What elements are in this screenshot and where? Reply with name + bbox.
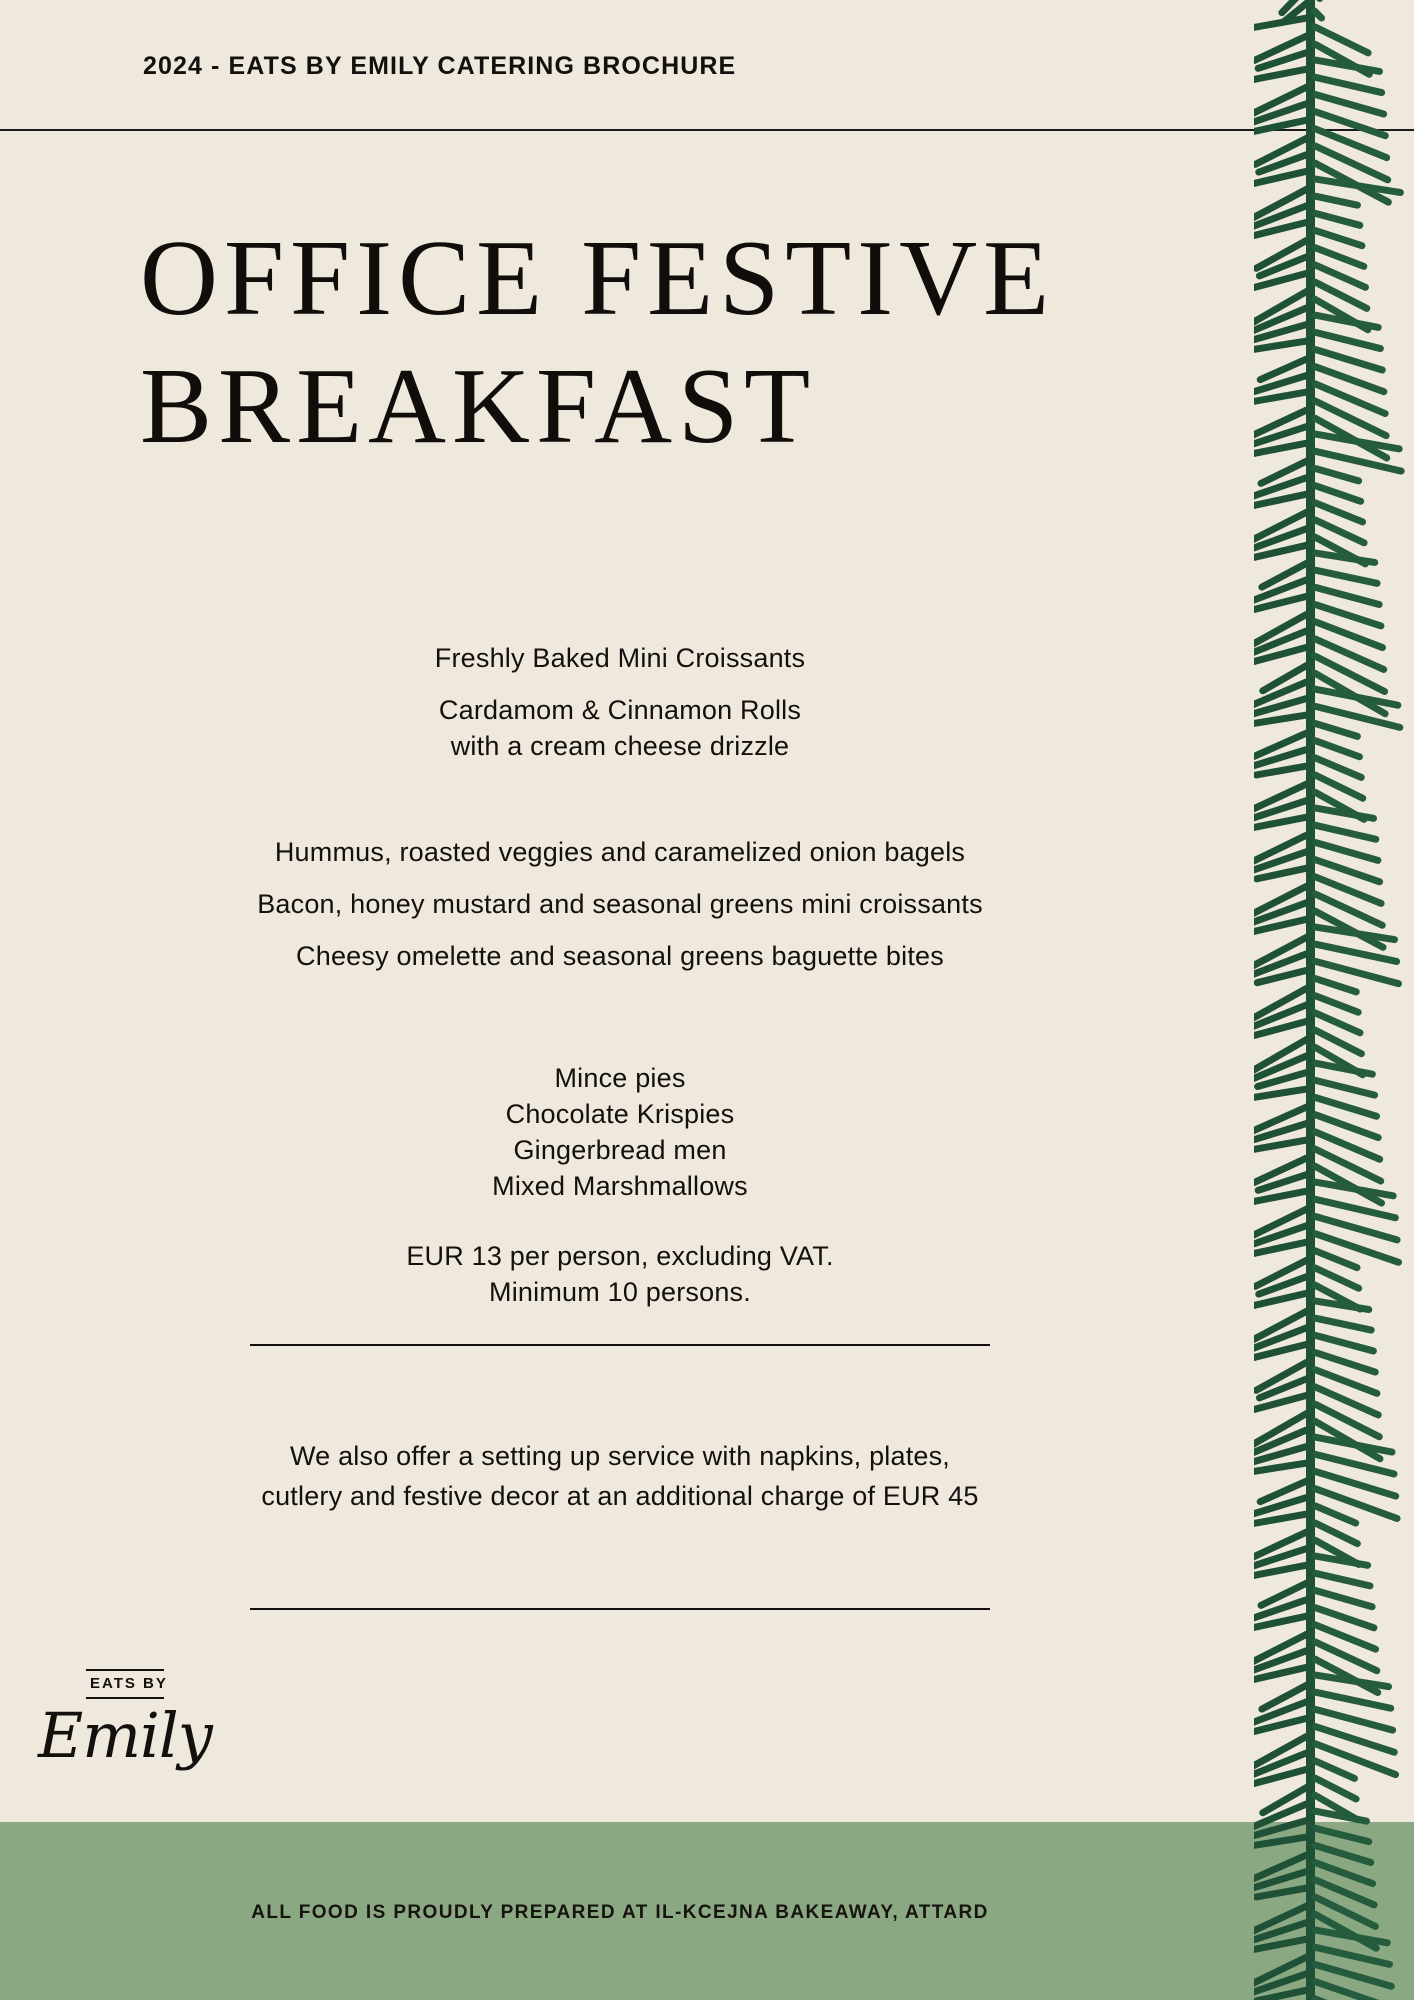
- page-footer: [0, 1822, 1414, 2000]
- logo-eats-by: EATS BY: [90, 1675, 168, 1692]
- logo: [34, 1665, 214, 1795]
- menu-item: Gingerbread men: [513, 1135, 727, 1165]
- spacer: [0, 676, 1240, 692]
- divider-bottom: [250, 1608, 990, 1610]
- menu-item-description: with a cream cheese drizzle: [450, 731, 790, 761]
- service-note-line-2: cutlery and festive decor at an additional charge of EUR 45: [261, 1481, 979, 1511]
- minimum-persons-text: Minimum 10 persons.: [489, 1277, 751, 1307]
- footer-text: ALL FOOD IS PROUDLY PREPARED AT IL-KCEJNA BAKEAWAY, ATTARD: [251, 1902, 989, 1923]
- menu-item: Mixed Marshmallows: [492, 1171, 748, 1201]
- additional-service-note: [0, 1436, 1240, 1516]
- menu-item: Freshly Baked Mini Croissants: [434, 643, 806, 673]
- spacer: [0, 798, 1240, 834]
- spacer: [0, 1008, 1240, 1060]
- pricing-block: [0, 1238, 1240, 1310]
- menu-content: [0, 640, 1240, 1610]
- holly-garland-decoration: [1254, 0, 1414, 2000]
- menu-item: Mince pies: [554, 1063, 686, 1093]
- price-text: EUR 13 per person, excluding VAT.: [406, 1241, 834, 1271]
- menu-item: Hummus, roasted veggies and caramelized onion bagels: [274, 837, 966, 867]
- spacer: [0, 1346, 1240, 1436]
- menu-section-sweets: [0, 1060, 1240, 1204]
- brochure-title: 2024 - EATS BY EMILY CATERING BROCHURE: [143, 52, 737, 80]
- service-note-line-1: We also offer a setting up service with napkins, plates,: [289, 1441, 951, 1471]
- spacer: [0, 1550, 1240, 1578]
- menu-item: Cheesy omelette and seasonal greens baguette bites: [296, 941, 944, 971]
- menu-item: Chocolate Krispies: [505, 1099, 735, 1129]
- menu-section-savoury: [0, 834, 1240, 974]
- page-header: [0, 0, 1414, 131]
- spacer: [0, 870, 1240, 886]
- logo-brand-name: Emily: [38, 1699, 212, 1772]
- spacer: [0, 922, 1240, 938]
- logo-rule-top: [86, 1669, 164, 1671]
- page-title-line-2: BREAKFAST: [140, 347, 817, 466]
- menu-item: Cardamom & Cinnamon Rolls: [438, 695, 802, 725]
- menu-item: Bacon, honey mustard and seasonal greens mini croissants: [257, 889, 983, 919]
- menu-section-pastries: [0, 640, 1240, 764]
- page-title: [140, 215, 1240, 471]
- page-title-line-1: OFFICE FESTIVE: [140, 219, 1056, 338]
